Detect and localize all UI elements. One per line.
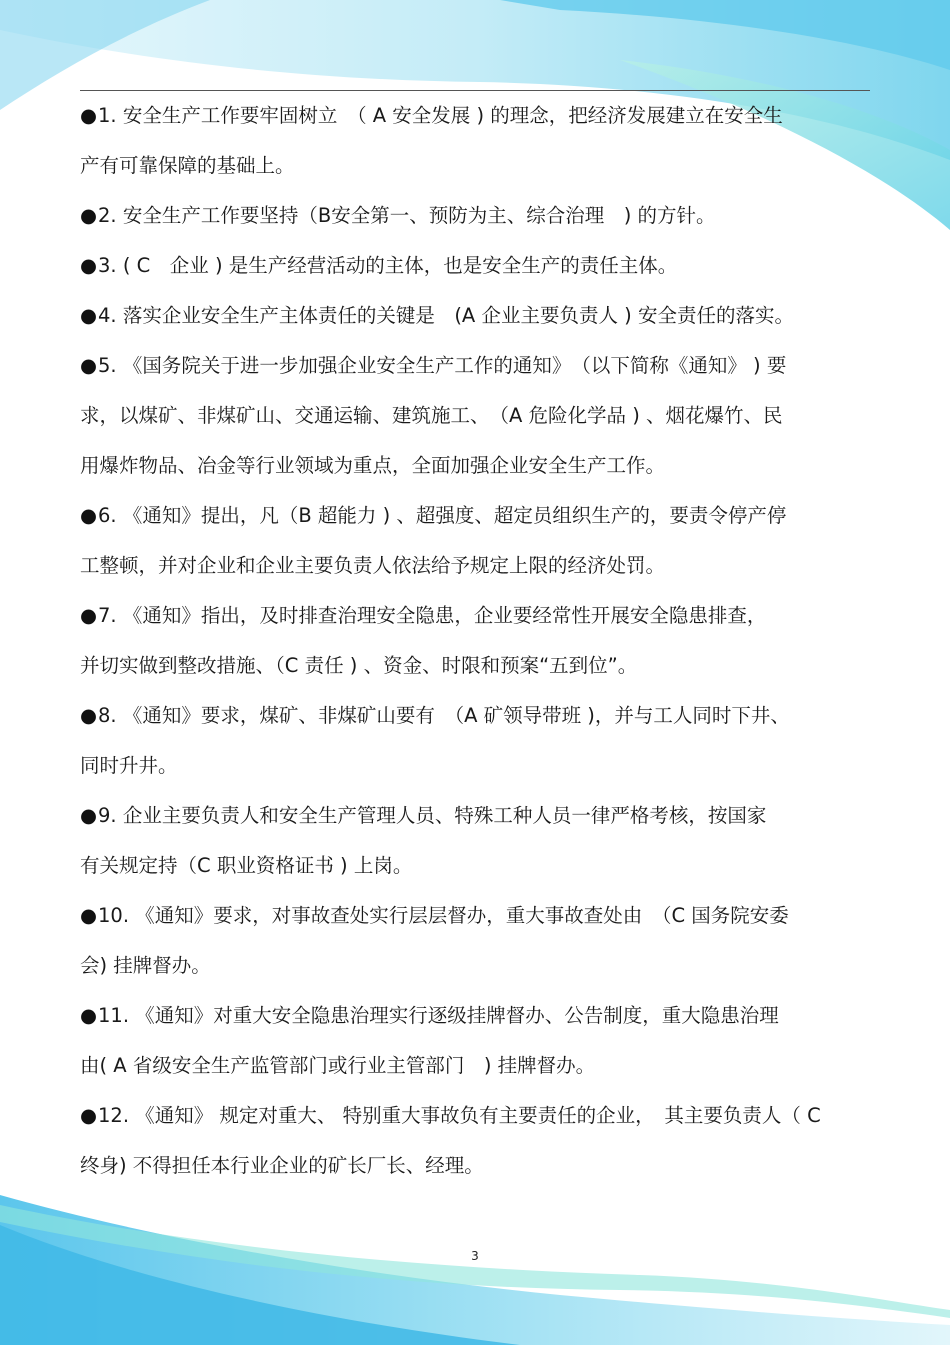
question-text: 7. 《通知》指出，及时排查治理安全隐患，企业要经常性开展安全隐患排查， [98, 604, 767, 627]
question-first-line [80, 241, 880, 291]
question-text: 同时升井。 [80, 754, 178, 777]
question-first-line [80, 591, 880, 641]
question-text: 10. 《通知》要求，对事故查处实行层层督办，重大事故查处由 （C 国务院安委 [98, 904, 789, 927]
question-list [80, 91, 880, 1191]
question-text: 用爆炸物品、冶金等行业领域为重点，全面加强企业安全生产工作。 [80, 454, 666, 477]
question-first-line [80, 991, 880, 1041]
bullet-icon: ● [80, 804, 98, 827]
bullet-icon: ● [80, 704, 98, 727]
question-text: 12. 《通知》 规定对重大、 特别重大事故负有主要责任的企业， 其主要负责人（ C [98, 1104, 821, 1127]
question-text: 4. 落实企业安全生产主体责任的关键是 (A 企业主要负责人 ) 安全责任的落实。 [98, 304, 794, 327]
question-first-line [80, 791, 880, 841]
question-text: 求，以煤矿、非煤矿山、交通运输、建筑施工、 （A 危险化学品 ) 、烟花爆竹、民 [80, 404, 783, 427]
question-text: 2. 安全生产工作要坚持（B安全第一、预防为主、综合治理 ) 的方针。 [98, 204, 716, 227]
question-first-line [80, 191, 880, 241]
question-first-line [80, 491, 880, 541]
question-continuation-line [80, 141, 880, 191]
question-text: 6. 《通知》提出，凡（B 超能力 ) 、超强度、超定员组织生产的，要责令停产停 [98, 504, 787, 527]
question-first-line [80, 1091, 880, 1141]
question-continuation-line [80, 1141, 880, 1191]
bullet-icon: ● [80, 104, 98, 127]
question-continuation-line [80, 441, 880, 491]
bullet-icon: ● [80, 1104, 98, 1127]
question-text: 8. 《通知》要求，煤矿、非煤矿山要有 （A 矿领导带班 )，并与工人同时下井、 [98, 704, 790, 727]
question-text: 9. 企业主要负责人和安全生产管理人员、特殊工种人员一律严格考核，按国家 [98, 804, 767, 827]
question-text: 11. 《通知》对重大安全隐患治理实行逐级挂牌督办、公告制度，重大隐患治理 [98, 1004, 779, 1027]
question-text: 5. 《国务院关于进一步加强企业安全生产工作的通知》 （以下简称《通知》 ) 要 [98, 354, 787, 377]
question-text: 并切实做到整改措施、（C 责任 ) 、资金、时限和预案“五到位”。 [80, 654, 638, 677]
question-text: 工整顿，并对企业和企业主要负责人依法给予规定上限的经济处罚。 [80, 554, 666, 577]
bullet-icon: ● [80, 904, 98, 927]
bullet-icon: ● [80, 604, 98, 627]
question-first-line [80, 291, 880, 341]
bullet-icon: ● [80, 1004, 98, 1027]
question-first-line [80, 891, 880, 941]
question-first-line [80, 691, 880, 741]
question-text: 有关规定持（C 职业资格证书 ) 上岗。 [80, 854, 413, 877]
page-number: 3 [471, 1249, 479, 1263]
question-continuation-line [80, 1041, 880, 1091]
question-continuation-line [80, 391, 880, 441]
question-first-line [80, 91, 880, 141]
question-text: 由( A 省级安全生产监管部门或行业主管部门 ) 挂牌督办。 [80, 1054, 596, 1077]
question-text: 终身) 不得担任本行业企业的矿长厂长、经理。 [80, 1154, 484, 1177]
question-text: 1. 安全生产工作要牢固树立 （ A 安全发展 ) 的理念，把经济发展建立在安全生 [98, 104, 783, 127]
bullet-icon: ● [80, 354, 98, 377]
question-first-line [80, 341, 880, 391]
question-continuation-line [80, 841, 880, 891]
bullet-icon: ● [80, 204, 98, 227]
question-continuation-line [80, 541, 880, 591]
question-continuation-line [80, 941, 880, 991]
question-continuation-line [80, 741, 880, 791]
bullet-icon: ● [80, 254, 98, 277]
question-text: 会) 挂牌督办。 [80, 954, 211, 977]
question-text: 3. ( C 企业 ) 是生产经营活动的主体，也是安全生产的责任主体。 [98, 254, 678, 277]
question-text: 产有可靠保障的基础上。 [80, 154, 295, 177]
bullet-icon: ● [80, 304, 98, 327]
bullet-icon: ● [80, 504, 98, 527]
question-continuation-line [80, 641, 880, 691]
